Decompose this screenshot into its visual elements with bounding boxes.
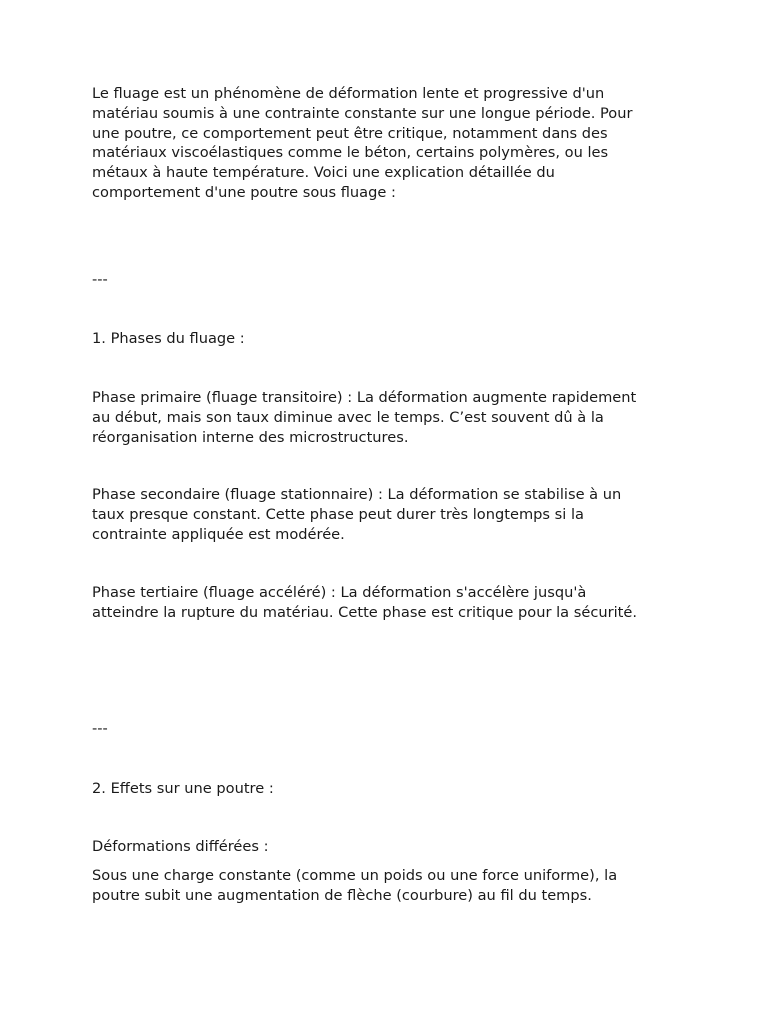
text-line: au début, mais son taux diminue avec le temps. C’est souvent dû à la	[92, 408, 604, 426]
text-line: matériau soumis à une contrainte constante sur une longue période. Pour	[92, 104, 633, 122]
text-line: réorganisation interne des microstructures.	[92, 428, 409, 446]
text-line: Phase tertiaire (fluage accéléré) : La déformation s'accélère jusqu'à	[92, 584, 587, 601]
text-line: matériaux viscoélastiques comme le béton, certains polymères, ou les	[92, 144, 609, 162]
phase-secondary-paragraph	[92, 485, 692, 544]
text-line: Le fluage est un phénomène de déformation lente et progressive d'un	[92, 85, 605, 102]
section-2-body-paragraph	[92, 866, 692, 906]
text-line: une poutre, ce comportement peut être critique, notamment dans des	[92, 124, 608, 142]
text-line: Phase secondaire (fluage stationnaire) : La déformation se stabilise à un	[92, 486, 622, 503]
section-2-heading: 2. Effets sur une poutre :	[92, 780, 274, 797]
text-line: contrainte appliquée est modérée.	[92, 525, 345, 543]
intro-paragraph	[92, 84, 692, 203]
phase-tertiary-paragraph	[92, 583, 692, 623]
text-line: Sous une charge constante (comme un poids ou une force uniforme), la	[92, 867, 618, 884]
text-line: atteindre la rupture du matériau. Cette phase est critique pour la sécurité.	[92, 603, 637, 621]
section-1-heading: 1. Phases du fluage :	[92, 330, 245, 347]
text-line: comportement d'une poutre sous fluage :	[92, 183, 396, 201]
text-line: poutre subit une augmentation de flèche (courbure) au fil du temps.	[92, 886, 592, 904]
separator: ---	[92, 271, 108, 288]
text-line: métaux à haute température. Voici une explication détaillée du	[92, 164, 555, 182]
text-line: Phase primaire (fluage transitoire) : La déformation augmente rapidement	[92, 389, 637, 406]
section-2-subheading: Déformations différées :	[92, 838, 269, 855]
text-line: taux presque constant. Cette phase peut durer très longtemps si la	[92, 505, 584, 523]
separator: ---	[92, 720, 108, 737]
phase-primary-paragraph	[92, 388, 692, 447]
